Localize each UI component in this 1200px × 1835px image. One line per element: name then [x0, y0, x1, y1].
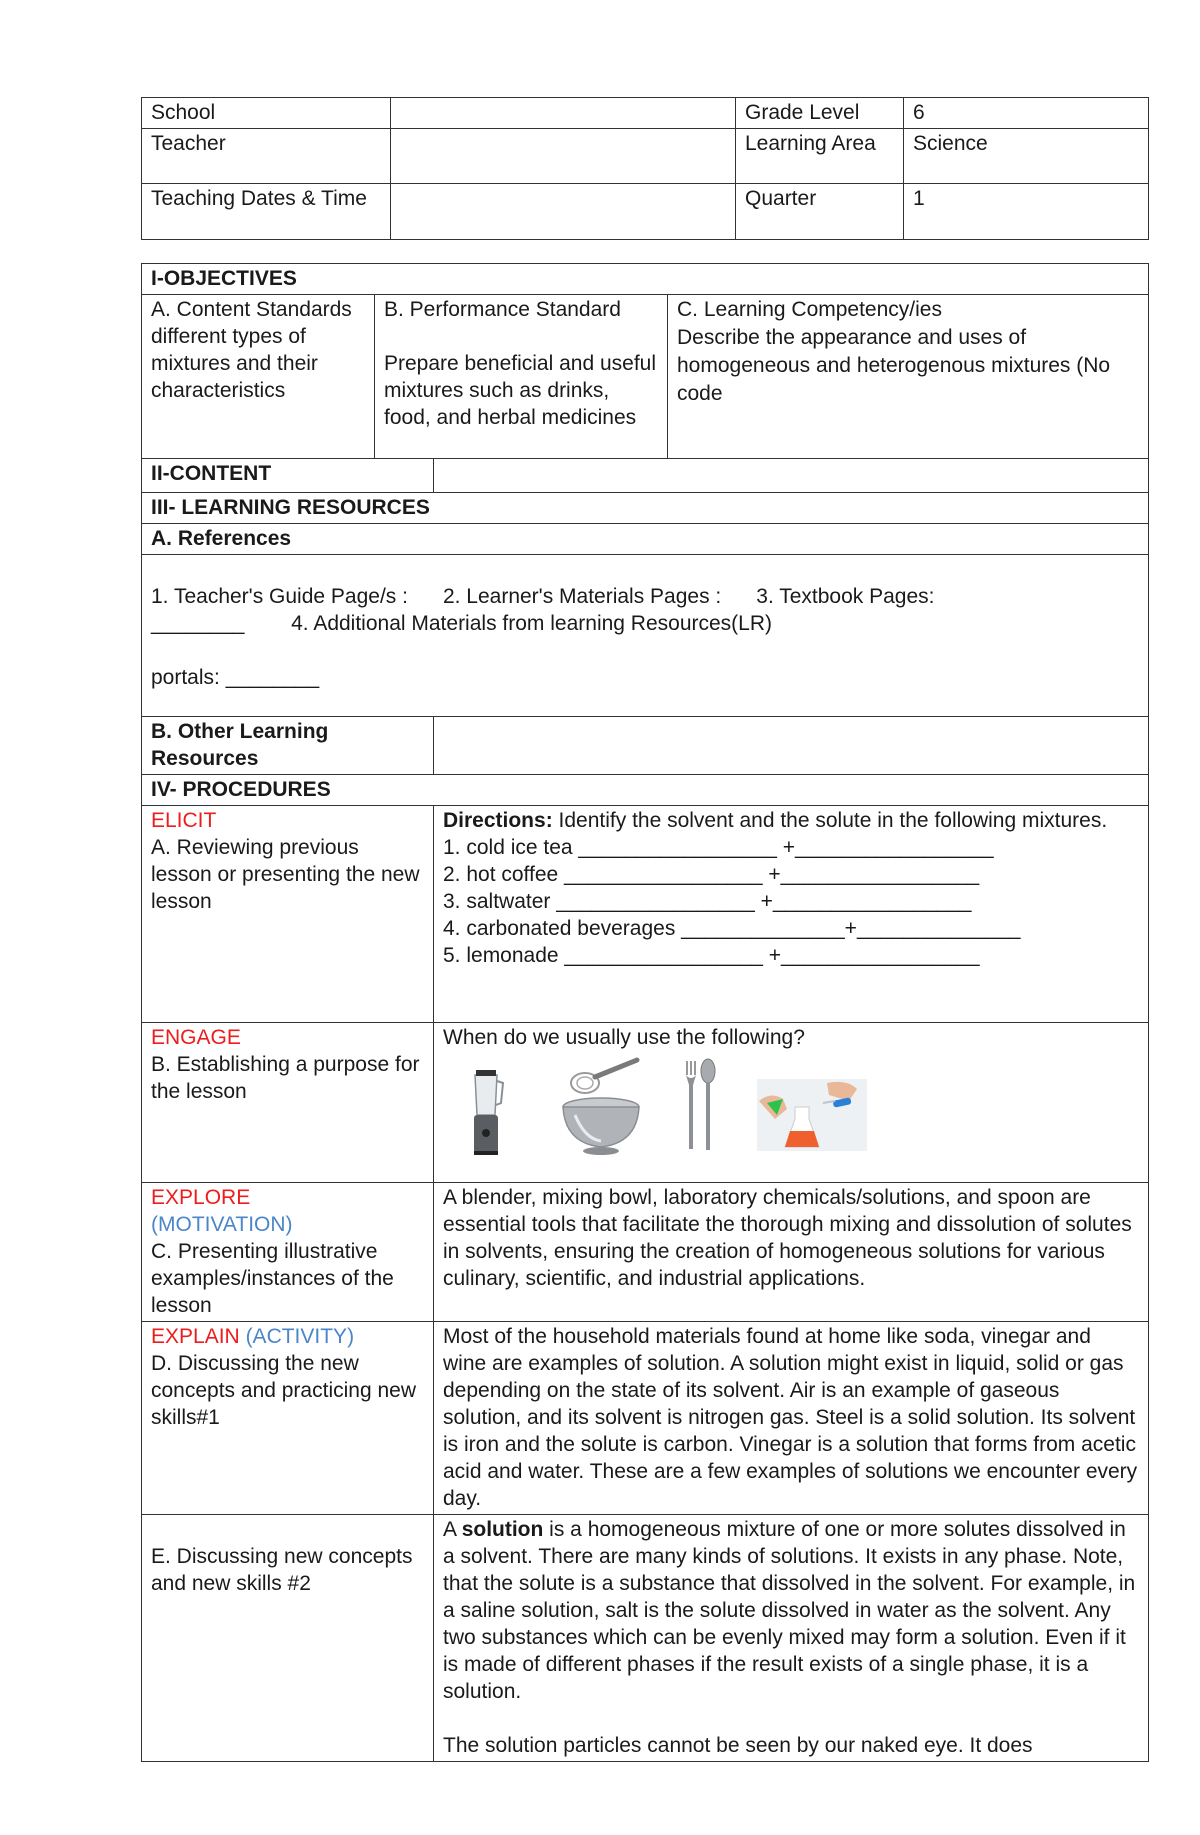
explain-tag: (ACTIVITY) [245, 1325, 355, 1348]
content-standards-cell [142, 295, 375, 459]
explore-tag: (MOTIVATION) [151, 1213, 293, 1236]
whisk-bowl-image [555, 1057, 647, 1157]
grade-level-value: 6 [904, 98, 1149, 129]
engage-prompt: When do we usually use the following? [443, 1026, 805, 1049]
explore-phase: EXPLORE [151, 1186, 251, 1209]
explain-phase: EXPLAIN [151, 1325, 240, 1348]
discuss2-label-cell [142, 1515, 434, 1762]
content-standards-title: A. Content Standards [151, 298, 352, 321]
discuss2-content-cell [434, 1515, 1149, 1762]
portals-line: portals: ________ [151, 666, 320, 689]
learning-area-value: Science [904, 129, 1149, 184]
lesson-plan-table [141, 263, 1149, 1762]
engage-description: B. Establishing a purpose for the lesson [151, 1053, 420, 1103]
objectives-heading: I-OBJECTIVES [142, 264, 1149, 295]
explain-phase-line [151, 1323, 424, 1350]
teaching-dates-label: Teaching Dates & Time [142, 184, 391, 240]
discuss2-paragraph [443, 1516, 1139, 1705]
other-resources-heading: B. Other Learning Resources [142, 717, 434, 775]
teaching-dates-value [391, 184, 736, 240]
content-standards-text: different types of mixtures and their characteristics [151, 325, 318, 402]
discuss2-description: E. Discussing new concepts and new skills #2 [151, 1545, 413, 1595]
quarter-value: 1 [904, 184, 1149, 240]
lab-chemicals-image [757, 1079, 867, 1151]
learning-area-label: Learning Area [736, 129, 904, 184]
other-resources-value [434, 717, 1149, 775]
discuss2-paragraph-2: The solution particles cannot be seen by our naked eye. It does [443, 1734, 1033, 1757]
explore-description: C. Presenting illustrative examples/instances of the lesson [151, 1240, 394, 1317]
learning-competency-cell [668, 295, 1149, 459]
explain-label-cell [142, 1322, 434, 1515]
content-value [434, 459, 1149, 493]
explore-content-cell: A blender, mixing bowl, laboratory chemicals/solutions, and spoon are essential tools that facilitate the thorough mixing and dissolution of solutes in solvents, ensuring the creation of homogeneous solutions for various culinary, scientific, and industrial applications. [434, 1183, 1149, 1322]
elicit-content-cell [434, 806, 1149, 1023]
elicit-item: 2. hot coffee _________________ +_________________ [443, 863, 980, 886]
discuss2-prefix: A [443, 1518, 462, 1541]
engage-label-cell [142, 1023, 434, 1183]
explain-description: D. Discussing the new concepts and practicing new skills#1 [151, 1352, 416, 1429]
learning-resources-heading: III- LEARNING RESOURCES [142, 493, 1149, 524]
directions-text: Identify the solvent and the solute in the following mixtures. [552, 809, 1108, 832]
additional-materials-label: 4. Additional Materials from learning Resources(LR) [291, 612, 773, 635]
discuss2-text: is a homogeneous mixture of one or more solutes dissolved in a solvent. There are many kinds of solutions. It exists in any phase. Note, that the solute is a substance that dissolved in the solvent. For example, in a saline solution, salt is the solute dissolved in water as the solvent. Any two substances which can be evenly mixed may form a solution. Even if it is made of different phases if the result exists of a single phase, it is a solution. [443, 1518, 1136, 1703]
elicit-label-cell [142, 806, 434, 1023]
procedures-heading: IV- PROCEDURES [142, 775, 1149, 806]
textbook-pages-blank: ________ [151, 612, 245, 635]
school-value [391, 98, 736, 129]
blender-image [461, 1067, 511, 1157]
performance-standard-text: Prepare beneficial and useful mixtures such as drinks, food, and herbal medicines [384, 352, 657, 429]
performance-standard-title: B. Performance Standard [384, 298, 621, 321]
references-line-2 [151, 610, 1139, 637]
explain-content-cell: Most of the household materials found at home like soda, vinegar and wine are examples of solution. A solution might exist in liquid, solid or gas depending on the state of its solvent. Air is an example of gaseous solution, and its solvent is nitrogen gas. Steel is a solid solution. Its solvent is iron and the solute is carbon. Vinegar is a solution that forms from acetic acid and water. These are a few examples of solutions we encounter every day. [434, 1322, 1149, 1515]
solution-term: solution [461, 1518, 544, 1541]
explore-label-cell [142, 1183, 434, 1322]
elicit-item: 5. lemonade _________________ +_________________ [443, 944, 980, 967]
lesson-info-table [141, 97, 1149, 240]
learning-competency-title: C. Learning Competency/ies [677, 298, 942, 321]
engage-content-cell [434, 1023, 1149, 1183]
teacher-value [391, 129, 736, 184]
content-heading: II-CONTENT [142, 459, 434, 493]
learning-competency-text: Describe the appearance and uses of homogeneous and heterogenous mixtures (No code [677, 326, 1111, 405]
references-line-1: 1. Teacher's Guide Page/s : 2. Learner's Materials Pages : 3. Textbook Pages: [151, 585, 935, 608]
elicit-phase: ELICIT [151, 809, 217, 832]
references-cell [142, 555, 1149, 717]
engage-phase: ENGAGE [151, 1026, 241, 1049]
elicit-item: 1. cold ice tea _________________ +_________________ [443, 836, 994, 859]
fork-spoon-image [679, 1057, 719, 1157]
grade-level-label: Grade Level [736, 98, 904, 129]
elicit-description: A. Reviewing previous lesson or presenting the new lesson [151, 836, 420, 913]
quarter-label: Quarter [736, 184, 904, 240]
engage-images [443, 1057, 1139, 1157]
school-label: School [142, 98, 391, 129]
performance-standard-cell [375, 295, 668, 459]
teacher-label: Teacher [142, 129, 391, 184]
directions-label: Directions: [443, 809, 553, 832]
elicit-item: 4. carbonated beverages ______________+______________ [443, 917, 1021, 940]
references-heading: A. References [142, 524, 1149, 555]
elicit-item: 3. saltwater _________________ +_________________ [443, 890, 972, 913]
elicit-directions [443, 807, 1139, 834]
